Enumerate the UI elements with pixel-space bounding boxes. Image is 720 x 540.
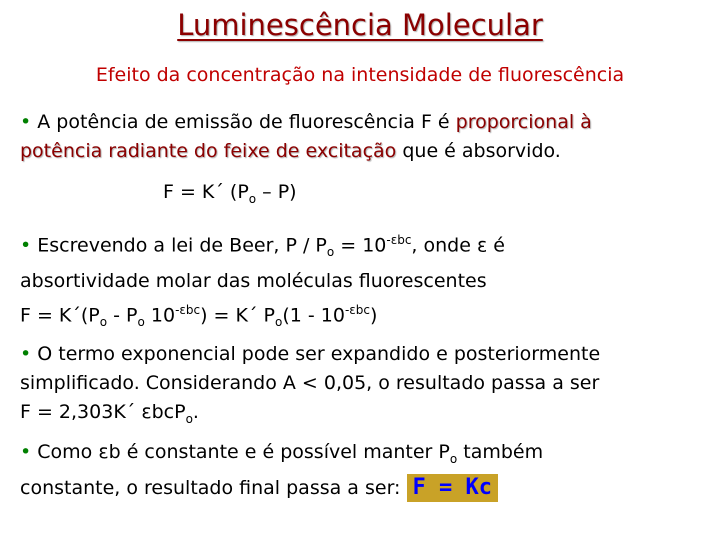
final-equation-box: F = Kc	[407, 474, 498, 502]
slide-subtitle: Efeito da concentração na intensidade de fluorescência	[95, 64, 625, 86]
bullet-marker: •	[20, 441, 32, 463]
bullet-marker: •	[20, 111, 32, 133]
equation-text: F = K´ (P	[163, 181, 249, 203]
equation-expanded	[20, 296, 710, 337]
text: A potência de emissão de fluorescência F é	[37, 111, 456, 133]
superscript: -εbc	[344, 303, 370, 317]
text: Como εb é constante e é possível manter P	[37, 441, 450, 463]
paragraph-proportionality	[20, 108, 710, 166]
equation-text: – P)	[256, 181, 297, 203]
paragraph-beer-law	[20, 226, 710, 296]
text: que é absorvido.	[396, 140, 561, 162]
subscript: o	[274, 315, 283, 330]
bullet-marker: •	[20, 234, 32, 257]
subscript: o	[99, 315, 108, 330]
superscript: -εbc	[175, 303, 201, 317]
equation-text: (1 - 10	[282, 304, 345, 327]
equation-text: - P	[107, 304, 138, 327]
text: também	[457, 441, 544, 463]
text: simplificado. Considerando A < 0,05, o resultado passa a ser	[20, 372, 600, 394]
equation-f-k	[163, 178, 720, 214]
slide-title: Luminescência Molecular	[177, 8, 543, 42]
highlight-proportional: proporcional à	[455, 111, 592, 133]
text: Escrevendo a lei de Beer, P / P	[37, 234, 327, 257]
equation-text: 10	[144, 304, 176, 327]
text: F = 2,303K´ εbcP	[20, 401, 186, 423]
text: = 10	[334, 234, 387, 257]
subscript: o	[449, 451, 458, 466]
subscript: o	[185, 411, 193, 426]
text: constante, o resultado final passa a ser:	[20, 476, 407, 499]
paragraph-final-result	[20, 438, 710, 503]
text: , onde ε é	[411, 234, 505, 257]
text: .	[192, 401, 199, 423]
text: absortividade molar das moléculas fluorescentes	[20, 270, 487, 293]
bullet-marker: •	[20, 343, 32, 365]
subscript: o	[326, 245, 335, 260]
paragraph-exponential	[20, 340, 710, 434]
equation-text: )	[369, 304, 378, 327]
subscript: o	[137, 315, 145, 330]
subscript: o	[248, 191, 257, 206]
equation-text: F = K´(P	[20, 304, 100, 327]
text: O termo exponencial pode ser expandido e posteriormente	[37, 343, 601, 365]
equation-text: ) = K´ P	[200, 304, 275, 327]
superscript: -εbc	[386, 233, 412, 247]
highlight-radiant-power: potência radiante do feixe de excitação	[20, 140, 397, 162]
